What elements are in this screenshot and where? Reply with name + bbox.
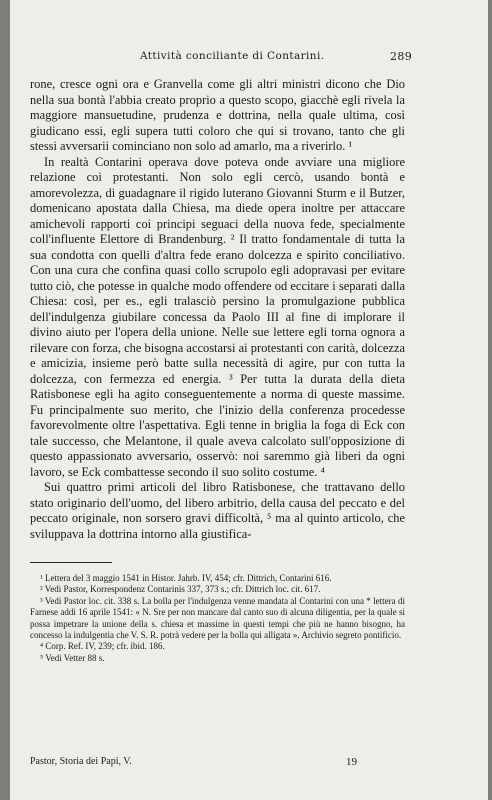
footnote-2: ² Vedi Pastor, Korrespondenz Contarinis 337, 373 s.; cfr. Dittrich loc. cit. 617.: [40, 584, 321, 595]
paragraph-1: rone, cresce ogni ora e Granvella come gli altri ministri dicono che Dio nella sua bontà l'abbia creato proprio a questo scopo, giacchè egli rivela la maggiore mansuetudine, prudenza e dottrina, nella quale ultima, così giudicano essi, egli supera tutti coloro che qui si trovano, tanto che gli stessi avversarii cominciano non solo ad amarlo, ma a riverirlo. ¹: [30, 77, 405, 153]
footer-signature: Pastor, Storia dei Papi, V.: [30, 756, 132, 767]
sheet-number: 19: [346, 756, 357, 768]
footnotes: [30, 573, 405, 664]
page-number: 289: [390, 50, 413, 63]
footnote-4: ⁴ Corp. Ref. IV, 239; cfr. ibid. 186.: [40, 641, 165, 652]
paragraph-2: In realtà Contarini operava dove poteva onde avviare una migliore relazione coi protestanti. Non solo egli cercò, usando bontà e amorevolezza, di guadagnare il rigido luterano Giovanni Sturm e il Butzer, domenicano apostata dalla Chiesa, ma diede opera inoltre per attaccare amichevoli rapporti coi principi seguaci della nuova fede, specialmente coll'influente Elettore di Brandenburg. ² Il tratto fondamentale di tutta la sua condotta con quelli d'altra fede erano dolcezza e spirito conciliativo. Con una cura che confina quasi collo scrupolo egli adopravasi per evitare tutto ciò, che potesse in qualche modo offendere od eccitare i separati dalla Chiesa: così, per es., egli tralasciò persino la promulgazione pubblica dell'indulgenza giubilare concessa da Paolo III al fine di implorare il divino aiuto per l'opera della unione. Nelle sue lettere egli torna ognora a rilevare con forza, che bisogna accostarsi ai protestanti con carità, dolcezza e amicizia, insieme però batte sulla necessità di agire, pur con tutta la dolcezza, con fermezza ed energia. ³ Per tutta la durata della dieta Ratisbonese egli ha agito conseguentemente a norma di queste massime. Fu principalmente suo merito, che l'inizio della conferenza procedesse favorevolmente oltre l'aspettativa. Egli tenne in briglia la foga di Eck con tale successo, che Melantone, il quale aveva calcolato sull'opposizione di questo appassionato avversario, osservò: noi saremmo già liberi da ogni lavoro, se Eck combattesse secondo il suo solito costume. ⁴: [30, 154, 405, 479]
footnote-rule: [30, 562, 112, 563]
running-header: [10, 50, 488, 66]
running-title: Attività conciliante di Contarini.: [140, 50, 325, 62]
book-page: [10, 0, 488, 800]
paragraph-3: Sui quattro primi articoli del libro Ratisbonese, che trattavano dello stato originario dell'uomo, del libero arbitrio, della causa del peccato e del peccato originale, non sorsero gravi difficoltà, ⁵ ma al quinto articolo, che sviluppava la dottrina intorno alla giustifica-: [30, 480, 405, 541]
footnote-5: ⁵ Vedi Vetter 88 s.: [40, 652, 105, 663]
footnote-3: ³ Vedi Pastor loc. cit. 338 s. La bolla per l'indulgenza venne mandata al Contarini con una * lettera di Farnese addì 16 aprile 1541: « N. Sre per non mancare dal canto suo di alcuna diligentia, per la quale si possa impetrare la unione della s. chiesa et massime in questi tempi che più ne hanno bisogno, ha concesso la indulgentia che V. S. R. potrà vedere per la bolla qui alligata ». Archivio segreto pontificio.: [30, 595, 405, 641]
main-text: [30, 77, 405, 542]
footnote-1: ¹ Lettera del 3 maggio 1541 in Histor. Jahrb. IV, 454; cfr. Dittrich, Contarini 616.: [40, 573, 332, 583]
